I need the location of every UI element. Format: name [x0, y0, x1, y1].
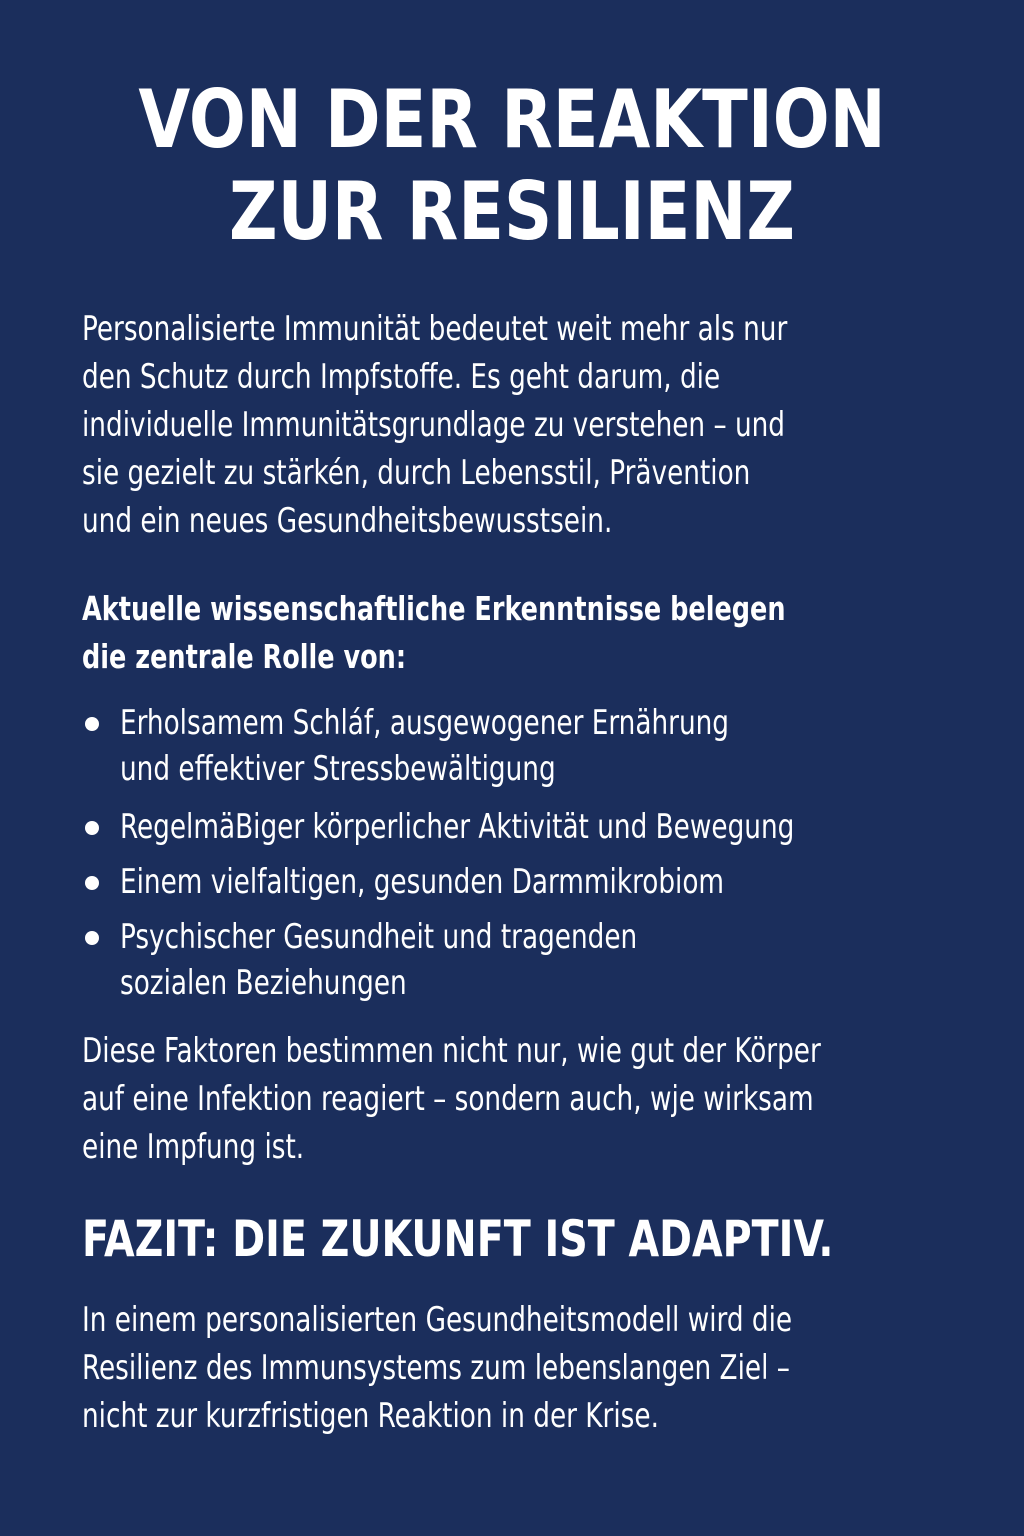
title-line-1: VON DER REAKTION	[138, 73, 886, 166]
list-item-line: und effektiver Stressbewältigung	[120, 749, 556, 789]
list-item	[82, 859, 982, 914]
intro-line: individuelle Immunitätsgrundlage zu verstehen – und	[82, 405, 786, 445]
intro-paragraph	[82, 305, 839, 545]
intro-line: sie gezielt zu stärkén, durch Lebensstil, Prävention	[82, 453, 751, 493]
lead-line: die zentrale Rolle von:	[82, 637, 407, 676]
page-title	[73, 74, 951, 258]
lead-paragraph	[82, 585, 839, 681]
list-item-line: sozialen Beziehungen	[120, 963, 407, 1003]
bullet-dot-icon	[85, 931, 99, 945]
list-item-line: Erholsamem Schláf, ausgewogener Ernährung	[120, 703, 730, 743]
intro-line: und ein neues Gesundheitsbewusstsein.	[82, 501, 613, 541]
final-line: nicht zur kurzfristigen Reaktion in der Krise.	[82, 1396, 659, 1436]
closing-paragraph	[82, 1027, 839, 1171]
closing-line: eine Impfung ist.	[82, 1127, 305, 1167]
final-paragraph	[82, 1296, 839, 1440]
bullet-dot-icon	[85, 821, 99, 835]
list-item-text	[120, 700, 861, 792]
title-line-2: ZUR RESILIENZ	[229, 165, 795, 258]
bullet-dot-icon	[85, 717, 99, 731]
list-item-text	[120, 859, 861, 905]
final-line: In einem personalisierten Gesundheitsmodell wird die	[82, 1300, 793, 1340]
bullet-dot-icon	[85, 876, 99, 890]
lead-line: Aktuelle wissenschaftliche Erkenntnisse belegen	[82, 589, 786, 628]
final-line: Resilienz des Immunsystems zum lebenslangen Ziel –	[82, 1348, 790, 1388]
list-item-text	[120, 804, 861, 850]
list-item	[82, 914, 982, 1014]
closing-line: auf eine Infektion reagiert – sondern auch, wje wirksam	[82, 1079, 814, 1119]
factor-list	[82, 700, 982, 1014]
closing-line: Diese Faktoren bestimmen nicht nur, wie gut der Körper	[82, 1031, 821, 1071]
list-item-text	[120, 914, 861, 1006]
list-item	[82, 700, 982, 804]
list-item-line: Psychischer Gesundheit und tragenden	[120, 917, 638, 957]
list-item-line: Einem vielfaltigen, gesunden Darmmikrobiom	[120, 862, 725, 902]
list-item-line: RegelmäBiger körperlicher Aktivität und Bewegung	[120, 807, 795, 847]
intro-line: Personalisierte Immunität bedeutet weit mehr als nur	[82, 309, 788, 349]
list-item	[82, 804, 982, 859]
intro-line: den Schutz durch Impfstoffe. Es geht darum, die	[82, 357, 721, 397]
fazit-heading: FAZIT: DIE ZUKUNFT IST ADAPTIV.	[82, 1210, 834, 1268]
